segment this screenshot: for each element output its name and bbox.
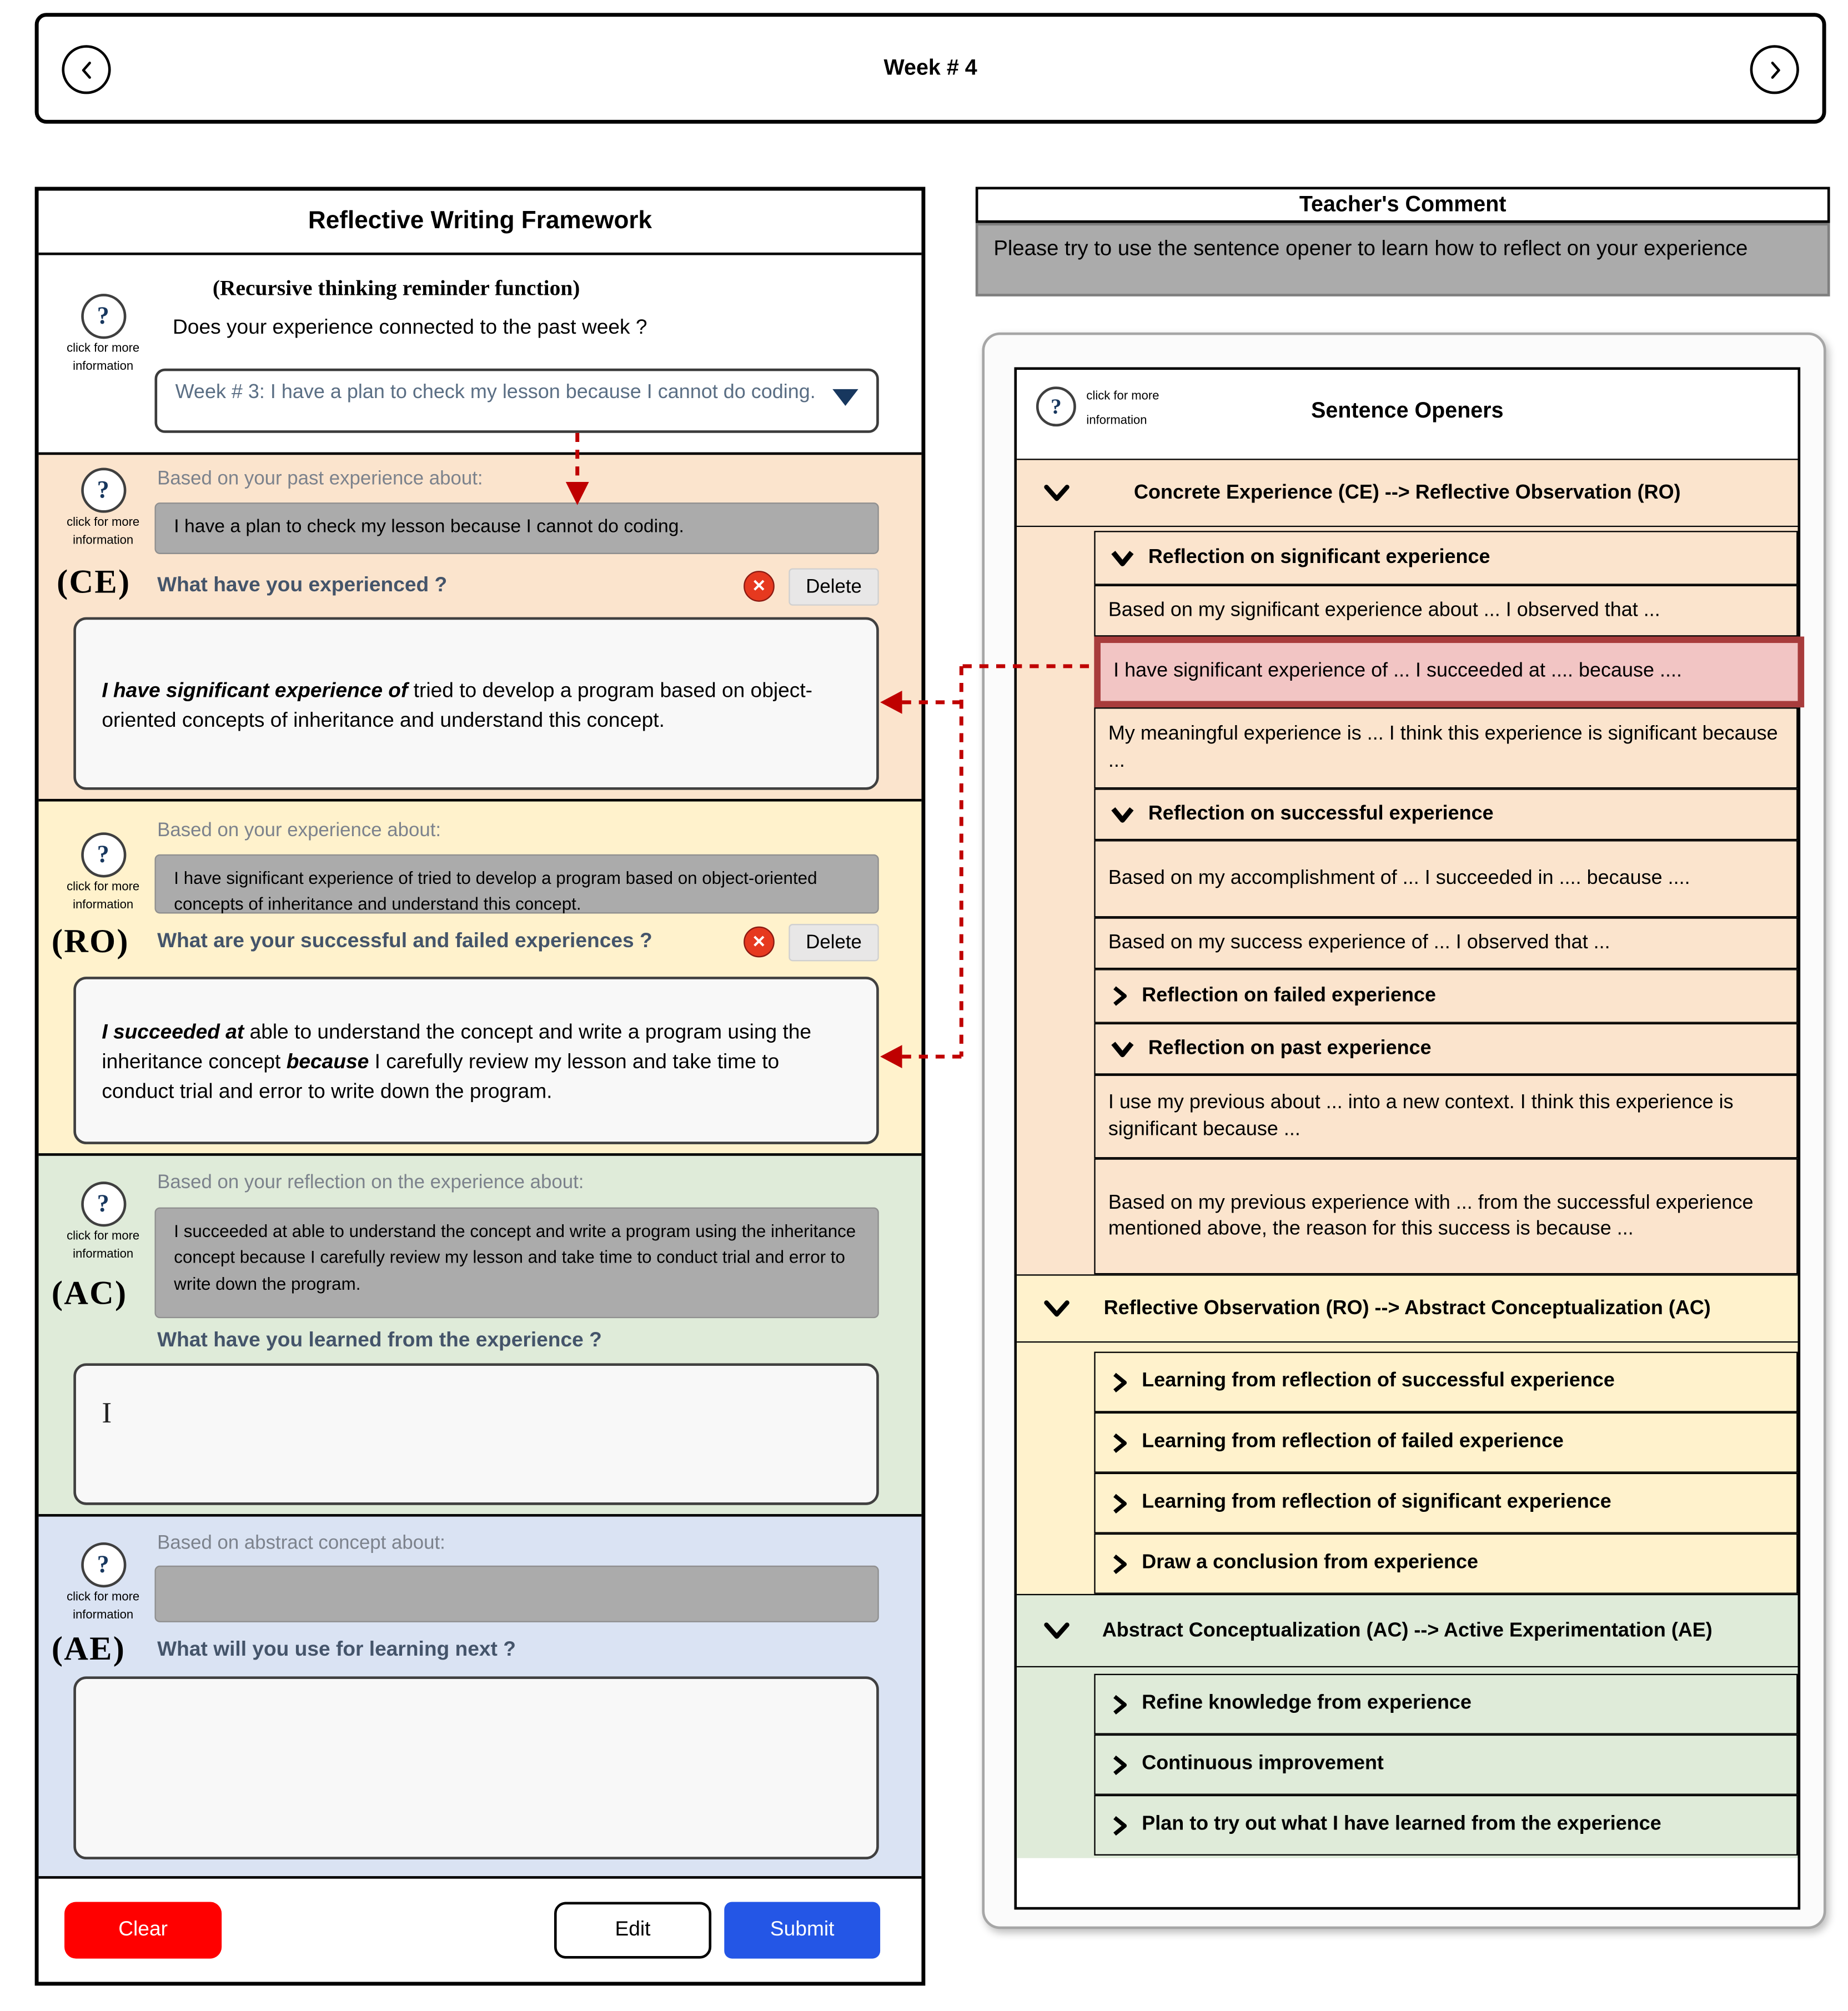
teacher-comment-title: Teacher's Comment [976,187,1830,223]
help-cluster: ? click for more information [49,832,157,913]
ro-delete-x-icon[interactable]: ✕ [744,927,775,958]
opener-subheader[interactable]: Continuous improvement [1094,1735,1797,1795]
ro-question: What are your successful and failed experiences ? [157,930,652,953]
panel-title: Reflective Writing Framework [39,190,922,255]
opener-item[interactable]: Based on my previous experience with ... from the successful experience mentioned above, the reason for this success is because ... [1094,1158,1797,1274]
reflective-writing-framework-panel [35,187,926,1986]
help-cluster: ? click for more information [49,294,157,375]
past-week-dropdown[interactable] [154,369,878,433]
help-icon[interactable]: ? [1036,386,1076,426]
ro-section [39,799,922,1153]
help-cluster: ? click for more information [49,1182,157,1263]
edit-button[interactable]: Edit [554,1902,711,1959]
ac-section [39,1153,922,1514]
ae-based-label: Based on abstract concept about: [157,1532,445,1554]
help-icon[interactable]: ? [81,467,125,512]
ro-answer-p1: I succeeded at [102,1022,244,1044]
opener-subheader[interactable]: Reflection on significant experience [1094,531,1797,585]
ac-based-value: I succeeded at able to understand the concept and write a program using the inheritance concept because I carefully review my lesson and take time to conduct trial and error to write down the program. [154,1208,878,1319]
opener-subheader[interactable]: Learning from reflection of failed experience [1094,1412,1797,1473]
ac-tag: (AC) [51,1274,128,1312]
next-week-button[interactable] [1750,45,1799,94]
opener-item[interactable]: Based on my significant experience about ... I observed that ... [1094,585,1797,637]
ro-answer-p3: because [286,1052,369,1074]
ro-based-value: I have significant experience of tried to develop a program based on object-oriented concepts of inheritance and understand this concept. [154,854,878,914]
chevron-down-icon [1108,546,1137,570]
ae-answer-textarea[interactable] [73,1676,879,1859]
week-title: Week # 4 [883,55,977,80]
action-bar [39,1876,922,1982]
ro-tag: (RO) [51,922,129,960]
help-icon[interactable]: ? [81,294,125,339]
ro-delete-button[interactable]: Delete [789,924,878,961]
ac-based-label: Based on your reflection on the experience about: [157,1171,584,1194]
help-cluster: ? click for more information [1036,386,1159,429]
previous-week-button[interactable] [62,45,111,94]
chevron-right-icon [1108,1369,1130,1395]
help-icon[interactable]: ? [81,1542,125,1587]
opener-subheader[interactable]: Reflection on past experience [1094,1023,1797,1075]
chevron-right-icon [1764,59,1785,81]
opener-item-highlighted[interactable]: I have significant experience of ... I succeeded at .... because .... [1094,636,1804,707]
ro-based-label: Based on your experience about: [157,820,441,842]
week-navigation-bar [35,13,1826,124]
group-body-ce-ro [1017,527,1797,1274]
ce-section [39,453,922,799]
opener-subheader[interactable]: Learning from reflection of successful experience [1094,1352,1797,1412]
group-header-ro-ac[interactable]: Reflective Observation (RO) --> Abstract Conceptualization (AC) [1017,1274,1797,1343]
chevron-down-icon [1108,802,1137,827]
ce-answer-opener: I have significant experience of [102,680,408,702]
ac-question: What have you learned from the experience ? [157,1330,602,1352]
ro-answer-textarea[interactable] [73,977,879,1144]
chevron-down-icon [1037,1293,1076,1324]
group-body-ro-ac [1017,1343,1797,1594]
ce-based-label: Based on your past experience about: [157,467,483,490]
chevron-left-icon [76,59,97,81]
opener-subheader[interactable]: Draw a conclusion from experience [1094,1534,1797,1594]
group-header-ce-ro[interactable]: Concrete Experience (CE) --> Reflective Observation (RO) [1017,459,1797,527]
group-body-ac-ae [1017,1667,1797,1858]
sentence-openers-panel [982,333,1826,1929]
sentence-openers-title: Sentence Openers [1311,398,1504,423]
opener-subheader[interactable]: Plan to try out what I have learned from the experience [1094,1795,1797,1856]
ce-delete-button[interactable]: Delete [789,568,878,605]
ce-tag: (CE) [57,563,131,601]
help-icon[interactable]: ? [81,1182,125,1226]
text-cursor: I [102,1396,112,1429]
chevron-right-icon [1108,983,1130,1009]
ro-answer-p4: I carefully review my lesson and take time to conduct trial and error to write down the program. [102,1052,780,1104]
ae-tag: (AE) [51,1630,126,1668]
chevron-down-icon [1037,1615,1076,1646]
ae-based-value [154,1566,878,1622]
past-week-dropdown-value: Week # 3: I have a plan to check my lesson because I cannot do coding. [175,381,816,404]
opener-subheader[interactable]: Learning from reflection of significant experience [1094,1473,1797,1534]
opener-subheader[interactable]: Reflection on failed experience [1094,969,1797,1023]
chevron-down-icon [832,389,858,406]
opener-subheader[interactable]: Refine knowledge from experience [1094,1674,1797,1735]
ae-question: What will you use for learning next ? [157,1639,516,1661]
opener-item[interactable]: My meaningful experience is ... I think this experience is significant because ... [1094,707,1797,788]
opener-item[interactable]: Based on my success experience of ... I observed that ... [1094,917,1797,969]
chevron-right-icon [1108,1490,1130,1516]
sentence-openers-list [1014,367,1800,1909]
opener-item[interactable]: Based on my accomplishment of ... I succeeded in .... because .... [1094,840,1797,917]
help-cluster: ? click for more information [49,467,157,549]
recursive-question: Does your experience connected to the past week ? [172,316,647,339]
chevron-right-icon [1108,1812,1130,1838]
ac-answer-textarea[interactable] [73,1363,879,1505]
ce-answer-rest: tried to develop a program based on object-oriented concepts of inheritance and understand this concept. [102,680,813,732]
chevron-right-icon [1108,1752,1130,1777]
ro-answer-p2: able to understand the concept and write a program using the inheritance concept [102,1022,812,1074]
chevron-down-icon [1037,477,1076,509]
recursive-reminder-section [39,255,922,453]
chevron-right-icon [1108,1430,1130,1455]
submit-button[interactable]: Submit [724,1902,880,1959]
opener-subheader[interactable]: Reflection on successful experience [1094,788,1797,840]
recursive-heading: (Recursive thinking reminder function) [212,275,580,300]
chevron-right-icon [1108,1551,1130,1576]
opener-item[interactable]: I use my previous about ... into a new context. I think this experience is significant because ... [1094,1075,1797,1159]
ae-section [39,1514,922,1876]
group-header-ac-ae[interactable]: Abstract Conceptualization (AC) --> Active Experimentation (AE) [1017,1594,1797,1667]
teacher-comment-text: Please try to use the sentence opener to learn how to reflect on your experience [976,223,1830,296]
ce-question: What have you experienced ? [157,575,448,597]
help-cluster: ? click for more information [49,1542,157,1623]
help-icon[interactable]: ? [81,832,125,877]
ce-based-value: I have a plan to check my lesson because I cannot do coding. [154,502,878,554]
clear-button[interactable]: Clear [64,1902,222,1959]
ce-answer-textarea[interactable] [73,617,879,790]
teacher-comment [976,187,1830,296]
chevron-down-icon [1108,1037,1137,1061]
ce-delete-x-icon[interactable]: ✕ [744,571,775,602]
chevron-right-icon [1108,1691,1130,1717]
